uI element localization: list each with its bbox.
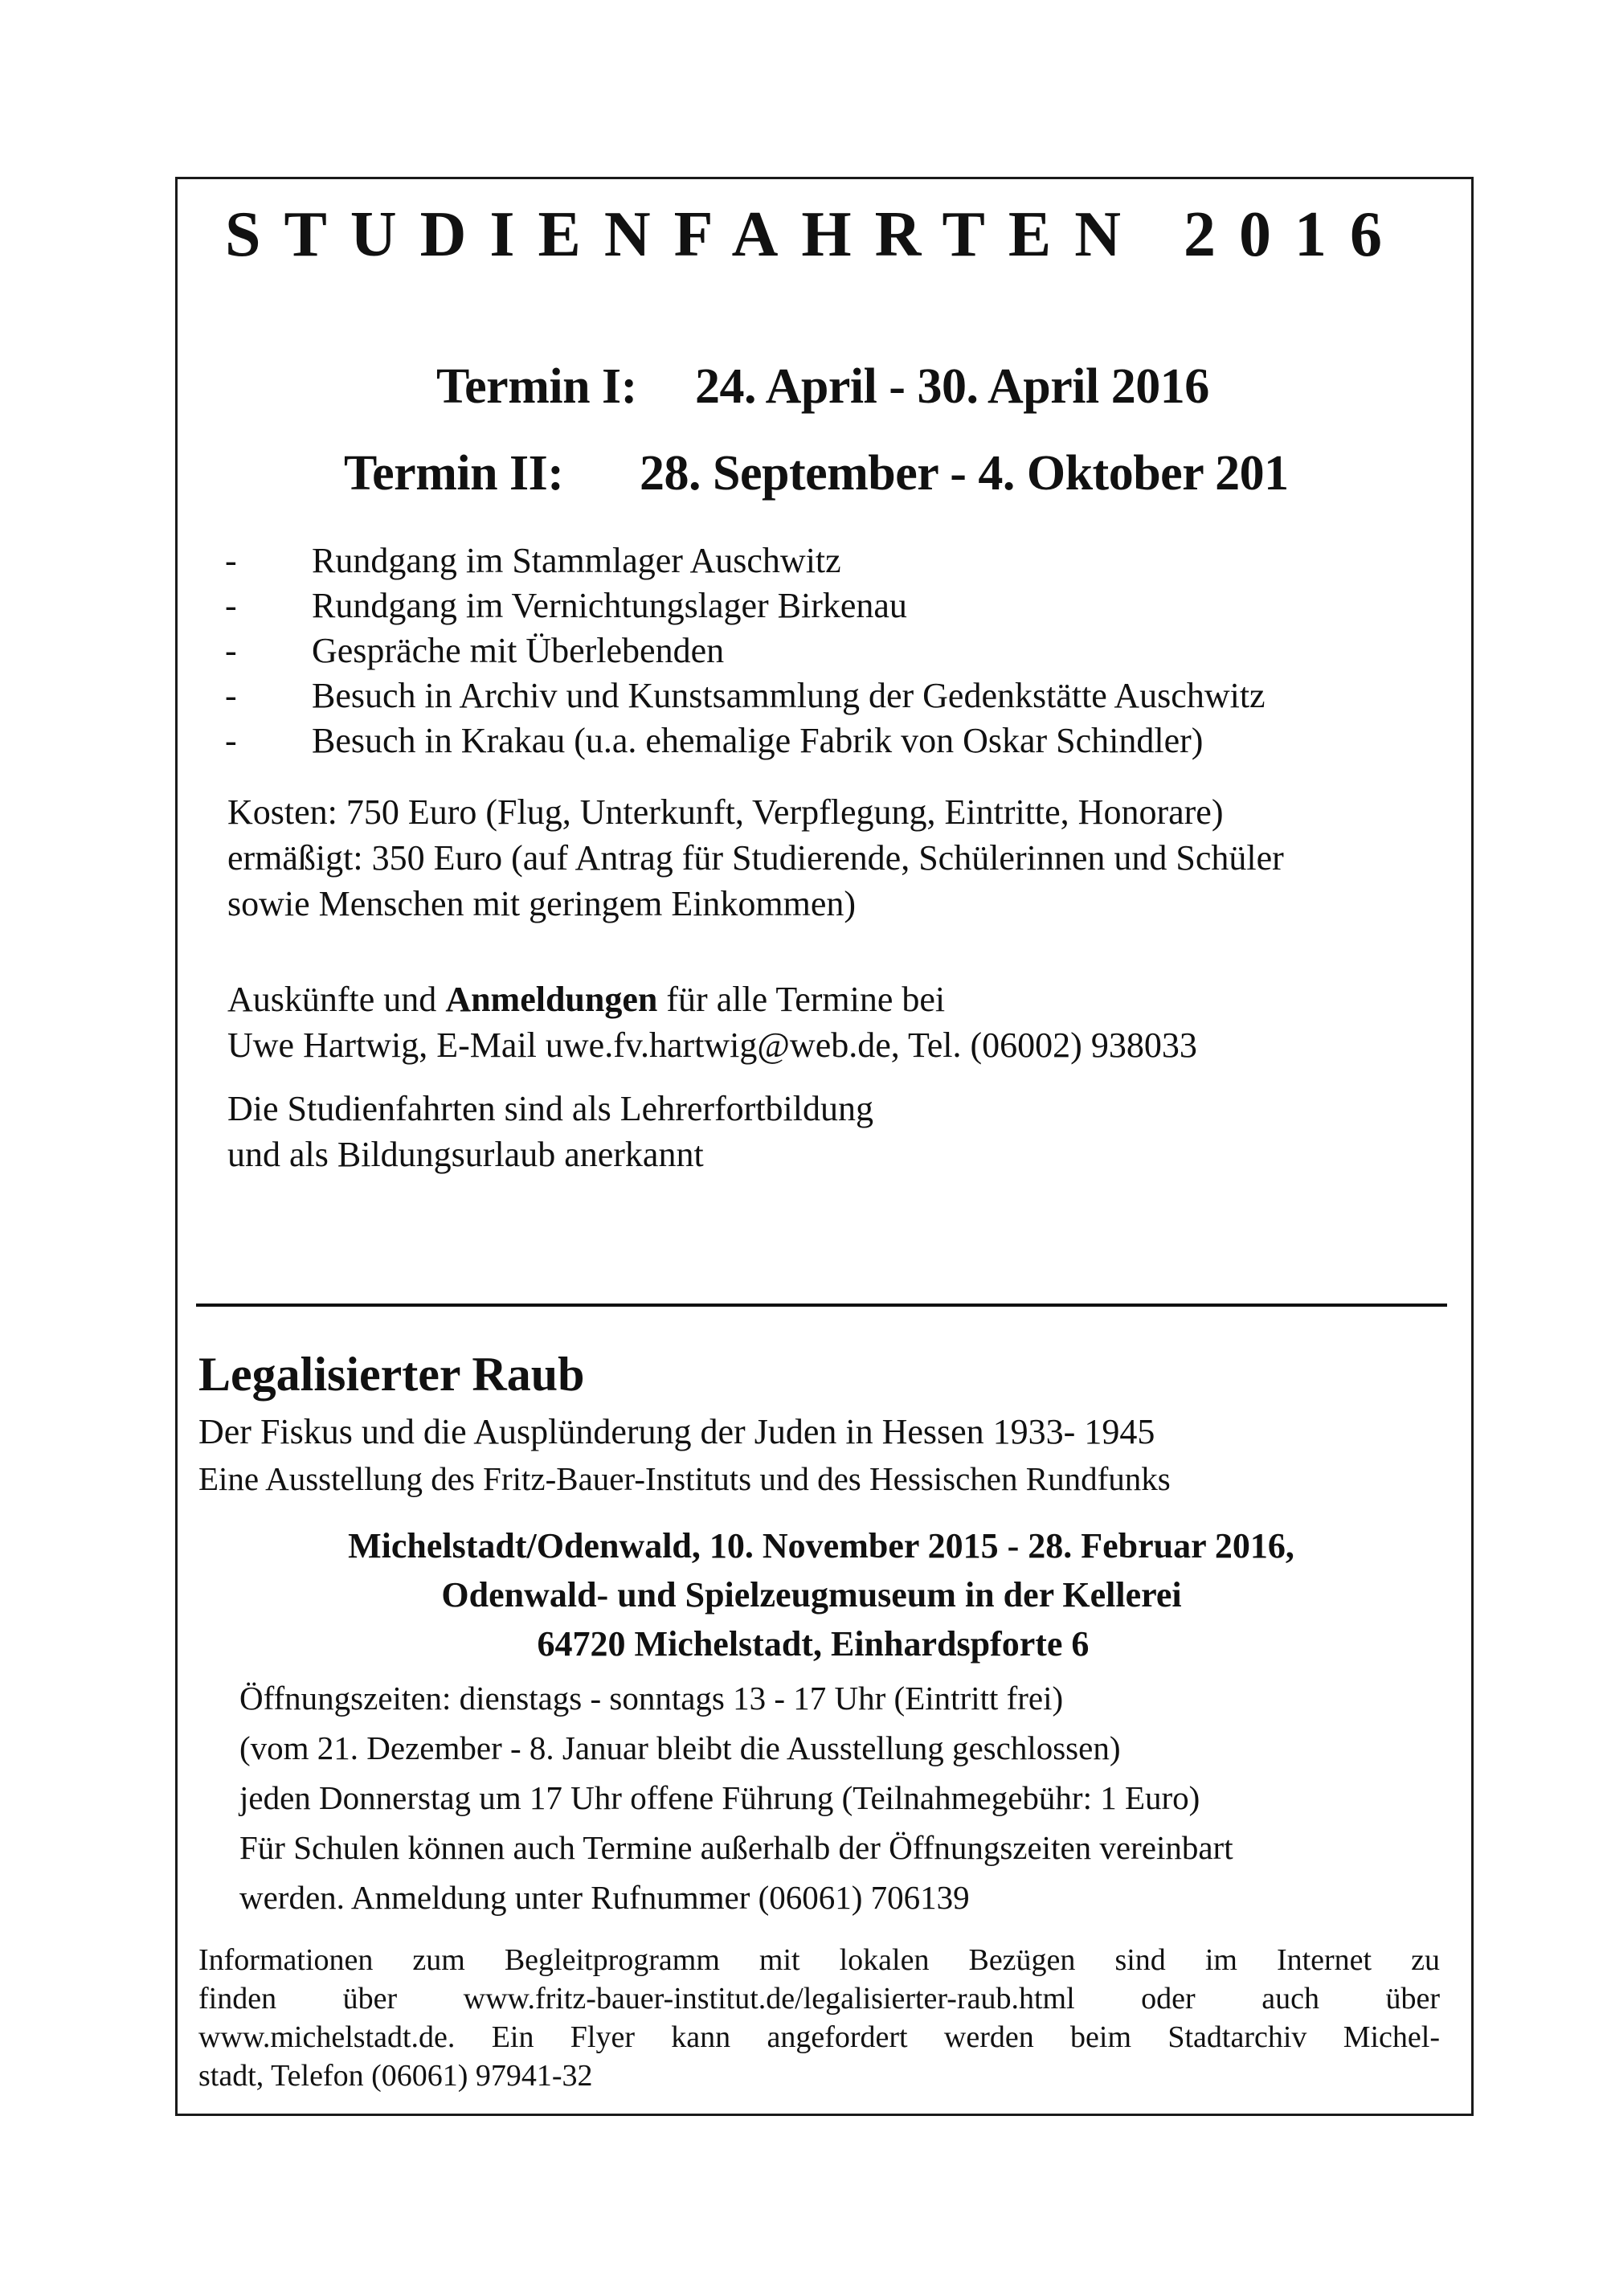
- page-title: STUDIENFAHRTEN 2016: [224, 199, 1406, 270]
- recognition-paragraph: [227, 1086, 873, 1177]
- contact-paragraph: [227, 976, 1197, 1068]
- section-divider: [196, 1304, 1447, 1307]
- registration-bold: Anmeldungen: [445, 980, 658, 1019]
- footer-paragraph: [198, 1941, 1440, 2095]
- recognition-line: und als Bildungsurlaub anerkannt: [227, 1135, 704, 1174]
- termin-1-dates: 24. April - 30. April 2016: [695, 359, 1209, 414]
- bullet-dash: -: [225, 541, 237, 580]
- cost-line: Kosten: 750 Euro (Flug, Unterkunft, Verpflegung, Eintritte, Honorare): [227, 792, 1224, 832]
- exhibition-heading: Legalisierter Raub: [198, 1348, 585, 1401]
- cost-line: ermäßigt: 350 Euro (auf Antrag für Studierende, Schülerinnen und Schüler: [227, 838, 1284, 878]
- info-line: (vom 21. Dezember - 8. Januar bleibt die Ausstellung geschlossen): [239, 1729, 1121, 1766]
- termin-2: [344, 446, 1289, 501]
- list-item: [225, 583, 1266, 628]
- termin-2-label: Termin II:: [344, 446, 564, 501]
- footer-line: finden über www.fritz-bauer-institut.de/legalisierter-raub.html oder auch über: [198, 1982, 1440, 2016]
- termin-1: [436, 359, 1209, 414]
- registration-line: [227, 976, 1197, 1022]
- list-item-text: Rundgang im Stammlager Auschwitz: [312, 541, 841, 580]
- recognition-line: Die Studienfahrten sind als Lehrerfortbildung: [227, 1089, 874, 1128]
- list-item: [225, 628, 1266, 673]
- cost-line: sowie Menschen mit geringem Einkommen): [227, 884, 857, 923]
- bullet-dash: -: [225, 676, 237, 715]
- list-item-text: Besuch in Krakau (u.a. ehemalige Fabrik von Oskar Schindler): [312, 721, 1204, 760]
- venue-line: 64720 Michelstadt, Einhardspforte 6: [537, 1624, 1090, 1664]
- footer-line: Informationen zum Begleitprogramm mit lokalen Bezügen sind im Internet zu: [198, 1943, 1440, 1977]
- exhibition-subtitle: Der Fiskus und die Ausplünderung der Juden in Hessen 1933- 1945: [198, 1412, 1155, 1451]
- termin-1-label: Termin I:: [436, 359, 637, 414]
- bullet-dash: -: [225, 631, 237, 670]
- program-list: [225, 538, 1266, 763]
- registration-prefix: Auskünfte und: [227, 980, 446, 1019]
- exhibition-subtitle-2: Eine Ausstellung des Fritz-Bauer-Instituts und des Hessischen Rundfunks: [198, 1460, 1171, 1497]
- opening-info: [239, 1673, 1233, 1922]
- venue-line: Michelstadt/Odenwald, 10. November 2015 - 28. Februar 2016,: [348, 1526, 1294, 1565]
- list-item: [225, 673, 1266, 718]
- info-line: Öffnungszeiten: dienstags - sonntags 13 - 17 Uhr (Eintritt frei): [239, 1680, 1064, 1717]
- info-line: jeden Donnerstag um 17 Uhr offene Führung (Teilnahmegebühr: 1 Euro): [239, 1779, 1200, 1816]
- registration-suffix: für alle Termine bei: [657, 980, 946, 1019]
- footer-line: stadt, Telefon (06061) 97941-32: [198, 2059, 593, 2093]
- bullet-dash: -: [225, 586, 237, 625]
- list-item-text: Rundgang im Vernichtungslager Birkenau: [312, 586, 907, 625]
- info-line: Für Schulen können auch Termine außerhalb der Öffnungszeiten vereinbart: [239, 1829, 1233, 1866]
- bullet-dash: -: [225, 721, 237, 760]
- cost-paragraph: [227, 789, 1284, 927]
- list-item-text: Besuch in Archiv und Kunstsammlung der Gedenkstätte Auschwitz: [312, 676, 1266, 715]
- footer-line: www.michelstadt.de. Ein Flyer kann angefordert werden beim Stadtarchiv Michel-: [198, 2020, 1440, 2054]
- venue-line: Odenwald- und Spielzeugmuseum in der Kellerei: [441, 1575, 1182, 1615]
- info-line: werden. Anmeldung unter Rufnummer (06061) 706139: [239, 1879, 970, 1916]
- list-item: [225, 538, 1266, 583]
- list-item: [225, 718, 1266, 763]
- contact-line: Uwe Hartwig, E-Mail uwe.fv.hartwig@web.de, Tel. (06002) 938033: [227, 1025, 1197, 1065]
- termin-2-dates: 28. September - 4. Oktober 201: [640, 446, 1289, 501]
- list-item-text: Gespräche mit Überlebenden: [312, 631, 725, 670]
